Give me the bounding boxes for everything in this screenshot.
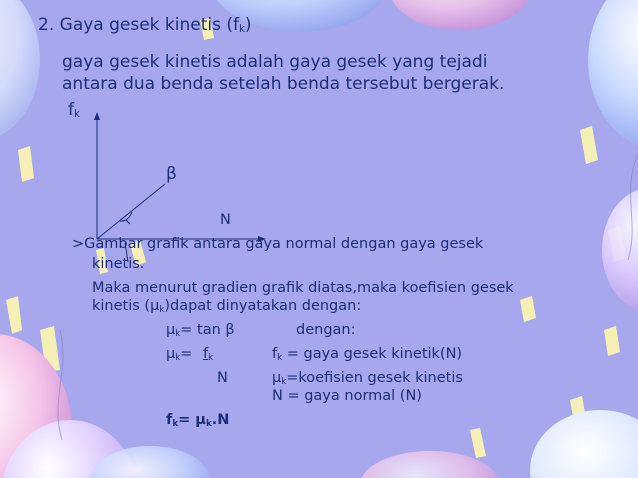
definition-mu: $\mu_k=koefisien$ gesek kinetis: [272, 370, 463, 387]
graph-y-label: $f_k$: [68, 100, 80, 120]
definition-n: N = gaya normal (N): [272, 388, 422, 404]
graph-y-arrow: [94, 112, 100, 120]
definition-line-2: antara dua benda setelah benda tersebut bergerak.: [62, 74, 505, 94]
bullet-2-line-1: Maka menurut gradien grafik diatas,maka koefisien gesek: [92, 280, 514, 296]
definition-fk: $f_k$ = gaya gesek kinetik(N): [272, 346, 463, 363]
formula-dengan: dengan:: [296, 322, 356, 338]
formula-ratio: $\mu_k= f_k$: [166, 346, 214, 363]
formula-ratio-denominator: N: [217, 370, 228, 386]
formula-tan: $\mu_k= \tan \beta$: [166, 322, 235, 339]
bullet-1-line-2: kinetis.: [92, 256, 145, 272]
definition-line-1: gaya gesek kinetis adalah gaya gesek yang tejadi: [62, 52, 488, 72]
formula-final: $f_k= \mu_k.N$: [166, 412, 230, 429]
graph-line: [97, 184, 165, 239]
bullet-1-line-1: >Gambar grafik antara gaya normal dengan gaya gesek: [72, 236, 484, 252]
angle-arc: [120, 212, 132, 221]
graph-x-label: N: [220, 212, 231, 228]
angle-mark: [126, 220, 130, 224]
bullet-2-line-2: kinetis $(\mu_k)dapat$ dinyatakan dengan:: [92, 298, 362, 315]
slide-title: 2. Gaya gesek kinetis $(f_k)$: [38, 15, 252, 35]
graph-angle-label: β: [166, 164, 177, 184]
